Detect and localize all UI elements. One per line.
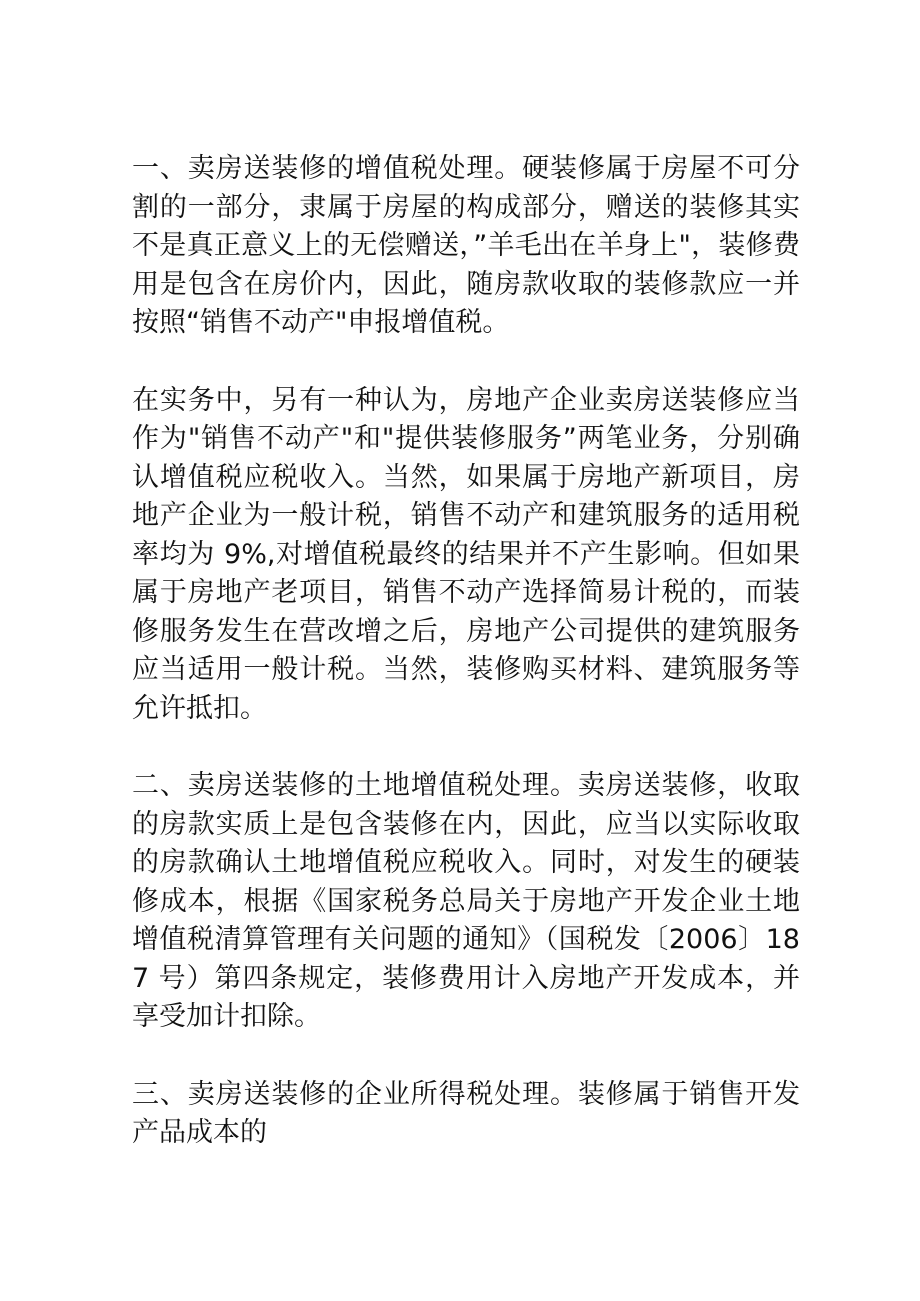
paragraph-land-vat: 二、卖房送装修的土地增值税处理。卖房送装修，收取的房款实质上是包含装修在内，因此，应当以实际收取的房款确认土地增值税应税收入。同时，对发生的硬装修成本，根据《国家税务总局关于房地产开发企业土地增值税清算管理有关问题的通知》（国税发〔2006〕187 号）第四条规定，装修费用计入房地产开发成本，并享受加计扣除。 (132, 770, 800, 1032)
paragraph-practice: 在实务中，另有一种认为，房地产企业卖房送装修应当作为"销售不动产"和"提供装修服务”两笔业务，分别确认增值税应税收入。当然，如果属于房地产新项目，房地产企业为一般计税，销售不动产和建筑服务的适用税率均为 9%,对增值税最终的结果并不产生影响。但如果属于房地产老项目，销售不动产选择简易计税的，而装修服务发生在营改增之后，房地产公司提供的建筑服务应当适用一般计税。当然，装修购买材料、建筑服务等允许抵扣。 (132, 384, 800, 724)
paragraph-vat: 一、卖房送装修的增值税处理。硬装修属于房屋不可分割的一部分，隶属于房屋的构成部分，赠送的装修其实不是真正意义上的无偿赠送，”羊毛出在羊身上"，装修费用是包含在房价内，因此，随房款收取的装修款应一并按照“销售不动产"申报增值税。 (132, 153, 800, 338)
paragraph-income-tax: 三、卖房送装修的企业所得税处理。装修属于销售开发产品成本的 (132, 1078, 800, 1148)
